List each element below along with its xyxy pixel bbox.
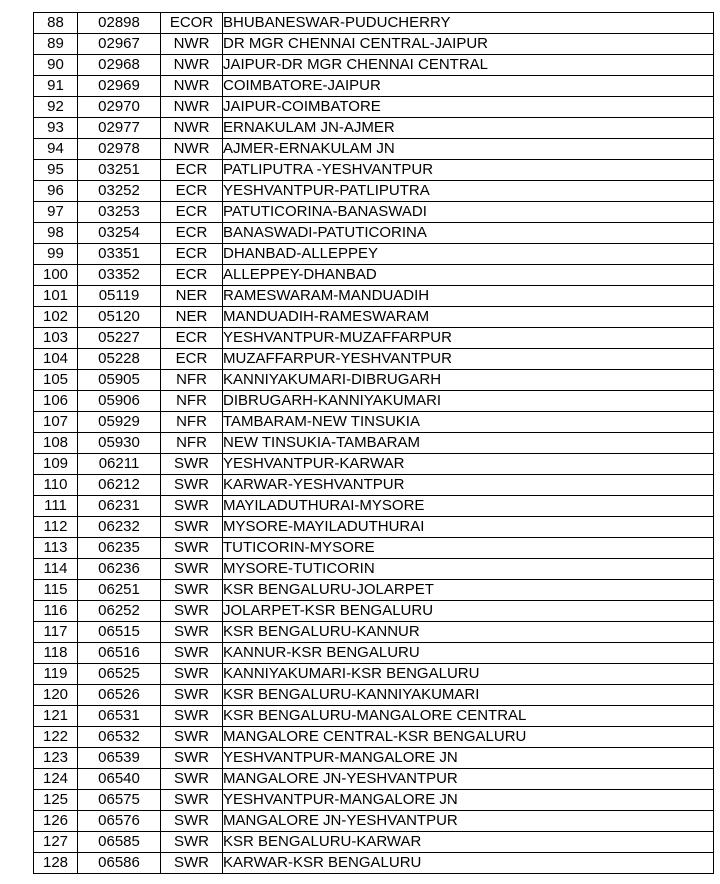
train-name-cell: JAIPUR-COIMBATORE xyxy=(223,97,714,118)
zone-cell: SWR xyxy=(161,853,223,874)
zone-cell: SWR xyxy=(161,832,223,853)
train-name-cell: KARWAR-KSR BENGALURU xyxy=(223,853,714,874)
table-row xyxy=(34,244,714,265)
table-row xyxy=(34,601,714,622)
train-number-cell: 06531 xyxy=(78,706,161,727)
table-row xyxy=(34,118,714,139)
serial-number-cell: 99 xyxy=(34,244,78,265)
serial-number-cell: 92 xyxy=(34,97,78,118)
train-name-cell: COIMBATORE-JAIPUR xyxy=(223,76,714,97)
train-number-cell: 06236 xyxy=(78,559,161,580)
zone-cell: ECR xyxy=(161,223,223,244)
table-row xyxy=(34,454,714,475)
train-number-cell: 06526 xyxy=(78,685,161,706)
train-number-cell: 02977 xyxy=(78,118,161,139)
train-number-cell: 06231 xyxy=(78,496,161,517)
zone-cell: SWR xyxy=(161,664,223,685)
table-row xyxy=(34,97,714,118)
table-row xyxy=(34,538,714,559)
serial-number-cell: 98 xyxy=(34,223,78,244)
train-name-cell: KARWAR-YESHVANTPUR xyxy=(223,475,714,496)
serial-number-cell: 123 xyxy=(34,748,78,769)
train-number-cell: 06576 xyxy=(78,811,161,832)
serial-number-cell: 106 xyxy=(34,391,78,412)
serial-number-cell: 109 xyxy=(34,454,78,475)
table-row xyxy=(34,76,714,97)
train-name-cell: YESHVANTPUR-MANGALORE JN xyxy=(223,748,714,769)
train-number-cell: 06252 xyxy=(78,601,161,622)
table-row xyxy=(34,34,714,55)
serial-number-cell: 88 xyxy=(34,13,78,34)
zone-cell: SWR xyxy=(161,559,223,580)
table-row xyxy=(34,643,714,664)
zone-cell: SWR xyxy=(161,769,223,790)
table-row xyxy=(34,559,714,580)
serial-number-cell: 100 xyxy=(34,265,78,286)
serial-number-cell: 89 xyxy=(34,34,78,55)
table-row xyxy=(34,13,714,34)
zone-cell: ECR xyxy=(161,349,223,370)
serial-number-cell: 122 xyxy=(34,727,78,748)
train-number-cell: 05906 xyxy=(78,391,161,412)
zone-cell: ECR xyxy=(161,244,223,265)
train-name-cell: KANNIYAKUMARI-KSR BENGALURU xyxy=(223,664,714,685)
train-number-cell: 03251 xyxy=(78,160,161,181)
train-name-cell: YESHVANTPUR-PATLIPUTRA xyxy=(223,181,714,202)
zone-cell: SWR xyxy=(161,601,223,622)
zone-cell: NFR xyxy=(161,433,223,454)
train-number-cell: 02970 xyxy=(78,97,161,118)
serial-number-cell: 113 xyxy=(34,538,78,559)
table-row xyxy=(34,370,714,391)
train-name-cell: ERNAKULAM JN-AJMER xyxy=(223,118,714,139)
train-name-cell: KSR BENGALURU-KARWAR xyxy=(223,832,714,853)
serial-number-cell: 116 xyxy=(34,601,78,622)
serial-number-cell: 121 xyxy=(34,706,78,727)
zone-cell: ECR xyxy=(161,265,223,286)
train-number-cell: 06516 xyxy=(78,643,161,664)
train-name-cell: PATLIPUTRA -YESHVANTPUR xyxy=(223,160,714,181)
train-number-cell: 05905 xyxy=(78,370,161,391)
zone-cell: SWR xyxy=(161,748,223,769)
table-row xyxy=(34,307,714,328)
zone-cell: NWR xyxy=(161,76,223,97)
table-row xyxy=(34,580,714,601)
table-row xyxy=(34,664,714,685)
zone-cell: ECR xyxy=(161,160,223,181)
table-row xyxy=(34,832,714,853)
serial-number-cell: 115 xyxy=(34,580,78,601)
table-row xyxy=(34,475,714,496)
train-name-cell: DR MGR CHENNAI CENTRAL-JAIPUR xyxy=(223,34,714,55)
zone-cell: NWR xyxy=(161,118,223,139)
table-row xyxy=(34,811,714,832)
zone-cell: SWR xyxy=(161,496,223,517)
train-number-cell: 06575 xyxy=(78,790,161,811)
zone-cell: SWR xyxy=(161,580,223,601)
train-number-cell: 05228 xyxy=(78,349,161,370)
serial-number-cell: 95 xyxy=(34,160,78,181)
train-name-cell: BANASWADI-PATUTICORINA xyxy=(223,223,714,244)
train-number-cell: 06235 xyxy=(78,538,161,559)
train-name-cell: KSR BENGALURU-MANGALORE CENTRAL xyxy=(223,706,714,727)
train-name-cell: MANDUADIH-RAMESWARAM xyxy=(223,307,714,328)
table-row xyxy=(34,853,714,874)
train-number-cell: 05227 xyxy=(78,328,161,349)
table-row xyxy=(34,685,714,706)
train-number-cell: 03352 xyxy=(78,265,161,286)
train-number-cell: 06515 xyxy=(78,622,161,643)
serial-number-cell: 105 xyxy=(34,370,78,391)
table-row xyxy=(34,349,714,370)
serial-number-cell: 112 xyxy=(34,517,78,538)
train-name-cell: PATUTICORINA-BANASWADI xyxy=(223,202,714,223)
train-number-cell: 03252 xyxy=(78,181,161,202)
serial-number-cell: 128 xyxy=(34,853,78,874)
table-row xyxy=(34,622,714,643)
zone-cell: ECR xyxy=(161,181,223,202)
table-row xyxy=(34,202,714,223)
serial-number-cell: 120 xyxy=(34,685,78,706)
zone-cell: ECR xyxy=(161,202,223,223)
table-row xyxy=(34,496,714,517)
table-row xyxy=(34,706,714,727)
train-number-cell: 05119 xyxy=(78,286,161,307)
serial-number-cell: 93 xyxy=(34,118,78,139)
train-name-cell: MAYILADUTHURAI-MYSORE xyxy=(223,496,714,517)
table-row xyxy=(34,265,714,286)
zone-cell: SWR xyxy=(161,706,223,727)
train-list-body xyxy=(34,13,714,874)
train-number-cell: 06540 xyxy=(78,769,161,790)
serial-number-cell: 94 xyxy=(34,139,78,160)
train-number-cell: 06251 xyxy=(78,580,161,601)
train-name-cell: JOLARPET-KSR BENGALURU xyxy=(223,601,714,622)
zone-cell: NFR xyxy=(161,391,223,412)
train-name-cell: AJMER-ERNAKULAM JN xyxy=(223,139,714,160)
serial-number-cell: 107 xyxy=(34,412,78,433)
serial-number-cell: 124 xyxy=(34,769,78,790)
train-name-cell: TAMBARAM-NEW TINSUKIA xyxy=(223,412,714,433)
train-number-cell: 02967 xyxy=(78,34,161,55)
train-name-cell: BHUBANESWAR-PUDUCHERRY xyxy=(223,13,714,34)
serial-number-cell: 127 xyxy=(34,832,78,853)
zone-cell: SWR xyxy=(161,811,223,832)
train-name-cell: YESHVANTPUR-KARWAR xyxy=(223,454,714,475)
zone-cell: SWR xyxy=(161,622,223,643)
zone-cell: SWR xyxy=(161,727,223,748)
table-row xyxy=(34,160,714,181)
table-row xyxy=(34,769,714,790)
train-number-cell: 03351 xyxy=(78,244,161,265)
zone-cell: SWR xyxy=(161,685,223,706)
train-number-cell: 03253 xyxy=(78,202,161,223)
train-number-cell: 02978 xyxy=(78,139,161,160)
zone-cell: NER xyxy=(161,286,223,307)
zone-cell: SWR xyxy=(161,538,223,559)
train-number-cell: 06525 xyxy=(78,664,161,685)
train-number-cell: 05120 xyxy=(78,307,161,328)
train-name-cell: DHANBAD-ALLEPPEY xyxy=(223,244,714,265)
train-name-cell: RAMESWARAM-MANDUADIH xyxy=(223,286,714,307)
train-number-cell: 06211 xyxy=(78,454,161,475)
train-name-cell: KSR BENGALURU-JOLARPET xyxy=(223,580,714,601)
train-number-cell: 06212 xyxy=(78,475,161,496)
serial-number-cell: 103 xyxy=(34,328,78,349)
table-row xyxy=(34,139,714,160)
train-name-cell: JAIPUR-DR MGR CHENNAI CENTRAL xyxy=(223,55,714,76)
table-row xyxy=(34,286,714,307)
serial-number-cell: 111 xyxy=(34,496,78,517)
train-name-cell: MYSORE-TUTICORIN xyxy=(223,559,714,580)
train-number-cell: 06232 xyxy=(78,517,161,538)
train-name-cell: ALLEPPEY-DHANBAD xyxy=(223,265,714,286)
zone-cell: NER xyxy=(161,307,223,328)
train-number-cell: 02969 xyxy=(78,76,161,97)
train-name-cell: KANNUR-KSR BENGALURU xyxy=(223,643,714,664)
zone-cell: SWR xyxy=(161,517,223,538)
serial-number-cell: 91 xyxy=(34,76,78,97)
train-name-cell: NEW TINSUKIA-TAMBARAM xyxy=(223,433,714,454)
table-row xyxy=(34,223,714,244)
serial-number-cell: 114 xyxy=(34,559,78,580)
train-number-cell: 05929 xyxy=(78,412,161,433)
train-number-cell: 02898 xyxy=(78,13,161,34)
zone-cell: NFR xyxy=(161,370,223,391)
serial-number-cell: 125 xyxy=(34,790,78,811)
train-list-table xyxy=(33,12,714,874)
train-number-cell: 06532 xyxy=(78,727,161,748)
zone-cell: SWR xyxy=(161,643,223,664)
table-row xyxy=(34,391,714,412)
zone-cell: NFR xyxy=(161,412,223,433)
zone-cell: NWR xyxy=(161,55,223,76)
train-number-cell: 03254 xyxy=(78,223,161,244)
train-name-cell: MANGALORE JN-YESHVANTPUR xyxy=(223,811,714,832)
serial-number-cell: 110 xyxy=(34,475,78,496)
serial-number-cell: 126 xyxy=(34,811,78,832)
zone-cell: NWR xyxy=(161,139,223,160)
train-name-cell: DIBRUGARH-KANNIYAKUMARI xyxy=(223,391,714,412)
table-row xyxy=(34,433,714,454)
train-name-cell: KSR BENGALURU-KANNIYAKUMARI xyxy=(223,685,714,706)
zone-cell: NWR xyxy=(161,97,223,118)
train-name-cell: MUZAFFARPUR-YESHVANTPUR xyxy=(223,349,714,370)
table-row xyxy=(34,55,714,76)
train-name-cell: MANGALORE CENTRAL-KSR BENGALURU xyxy=(223,727,714,748)
zone-cell: NWR xyxy=(161,34,223,55)
train-number-cell: 06585 xyxy=(78,832,161,853)
train-name-cell: KANNIYAKUMARI-DIBRUGARH xyxy=(223,370,714,391)
zone-cell: SWR xyxy=(161,790,223,811)
train-name-cell: MANGALORE JN-YESHVANTPUR xyxy=(223,769,714,790)
zone-cell: SWR xyxy=(161,475,223,496)
table-row xyxy=(34,748,714,769)
table-row xyxy=(34,517,714,538)
train-number-cell: 02968 xyxy=(78,55,161,76)
table-row xyxy=(34,412,714,433)
train-name-cell: YESHVANTPUR-MUZAFFARPUR xyxy=(223,328,714,349)
serial-number-cell: 117 xyxy=(34,622,78,643)
table-row xyxy=(34,328,714,349)
zone-cell: ECOR xyxy=(161,13,223,34)
serial-number-cell: 96 xyxy=(34,181,78,202)
train-number-cell: 06586 xyxy=(78,853,161,874)
serial-number-cell: 90 xyxy=(34,55,78,76)
zone-cell: ECR xyxy=(161,328,223,349)
table-row xyxy=(34,181,714,202)
table-row xyxy=(34,727,714,748)
train-name-cell: YESHVANTPUR-MANGALORE JN xyxy=(223,790,714,811)
table-row xyxy=(34,790,714,811)
serial-number-cell: 104 xyxy=(34,349,78,370)
serial-number-cell: 97 xyxy=(34,202,78,223)
serial-number-cell: 102 xyxy=(34,307,78,328)
train-name-cell: TUTICORIN-MYSORE xyxy=(223,538,714,559)
serial-number-cell: 108 xyxy=(34,433,78,454)
serial-number-cell: 119 xyxy=(34,664,78,685)
train-name-cell: MYSORE-MAYILADUTHURAI xyxy=(223,517,714,538)
serial-number-cell: 101 xyxy=(34,286,78,307)
zone-cell: SWR xyxy=(161,454,223,475)
serial-number-cell: 118 xyxy=(34,643,78,664)
train-name-cell: KSR BENGALURU-KANNUR xyxy=(223,622,714,643)
train-number-cell: 05930 xyxy=(78,433,161,454)
train-number-cell: 06539 xyxy=(78,748,161,769)
